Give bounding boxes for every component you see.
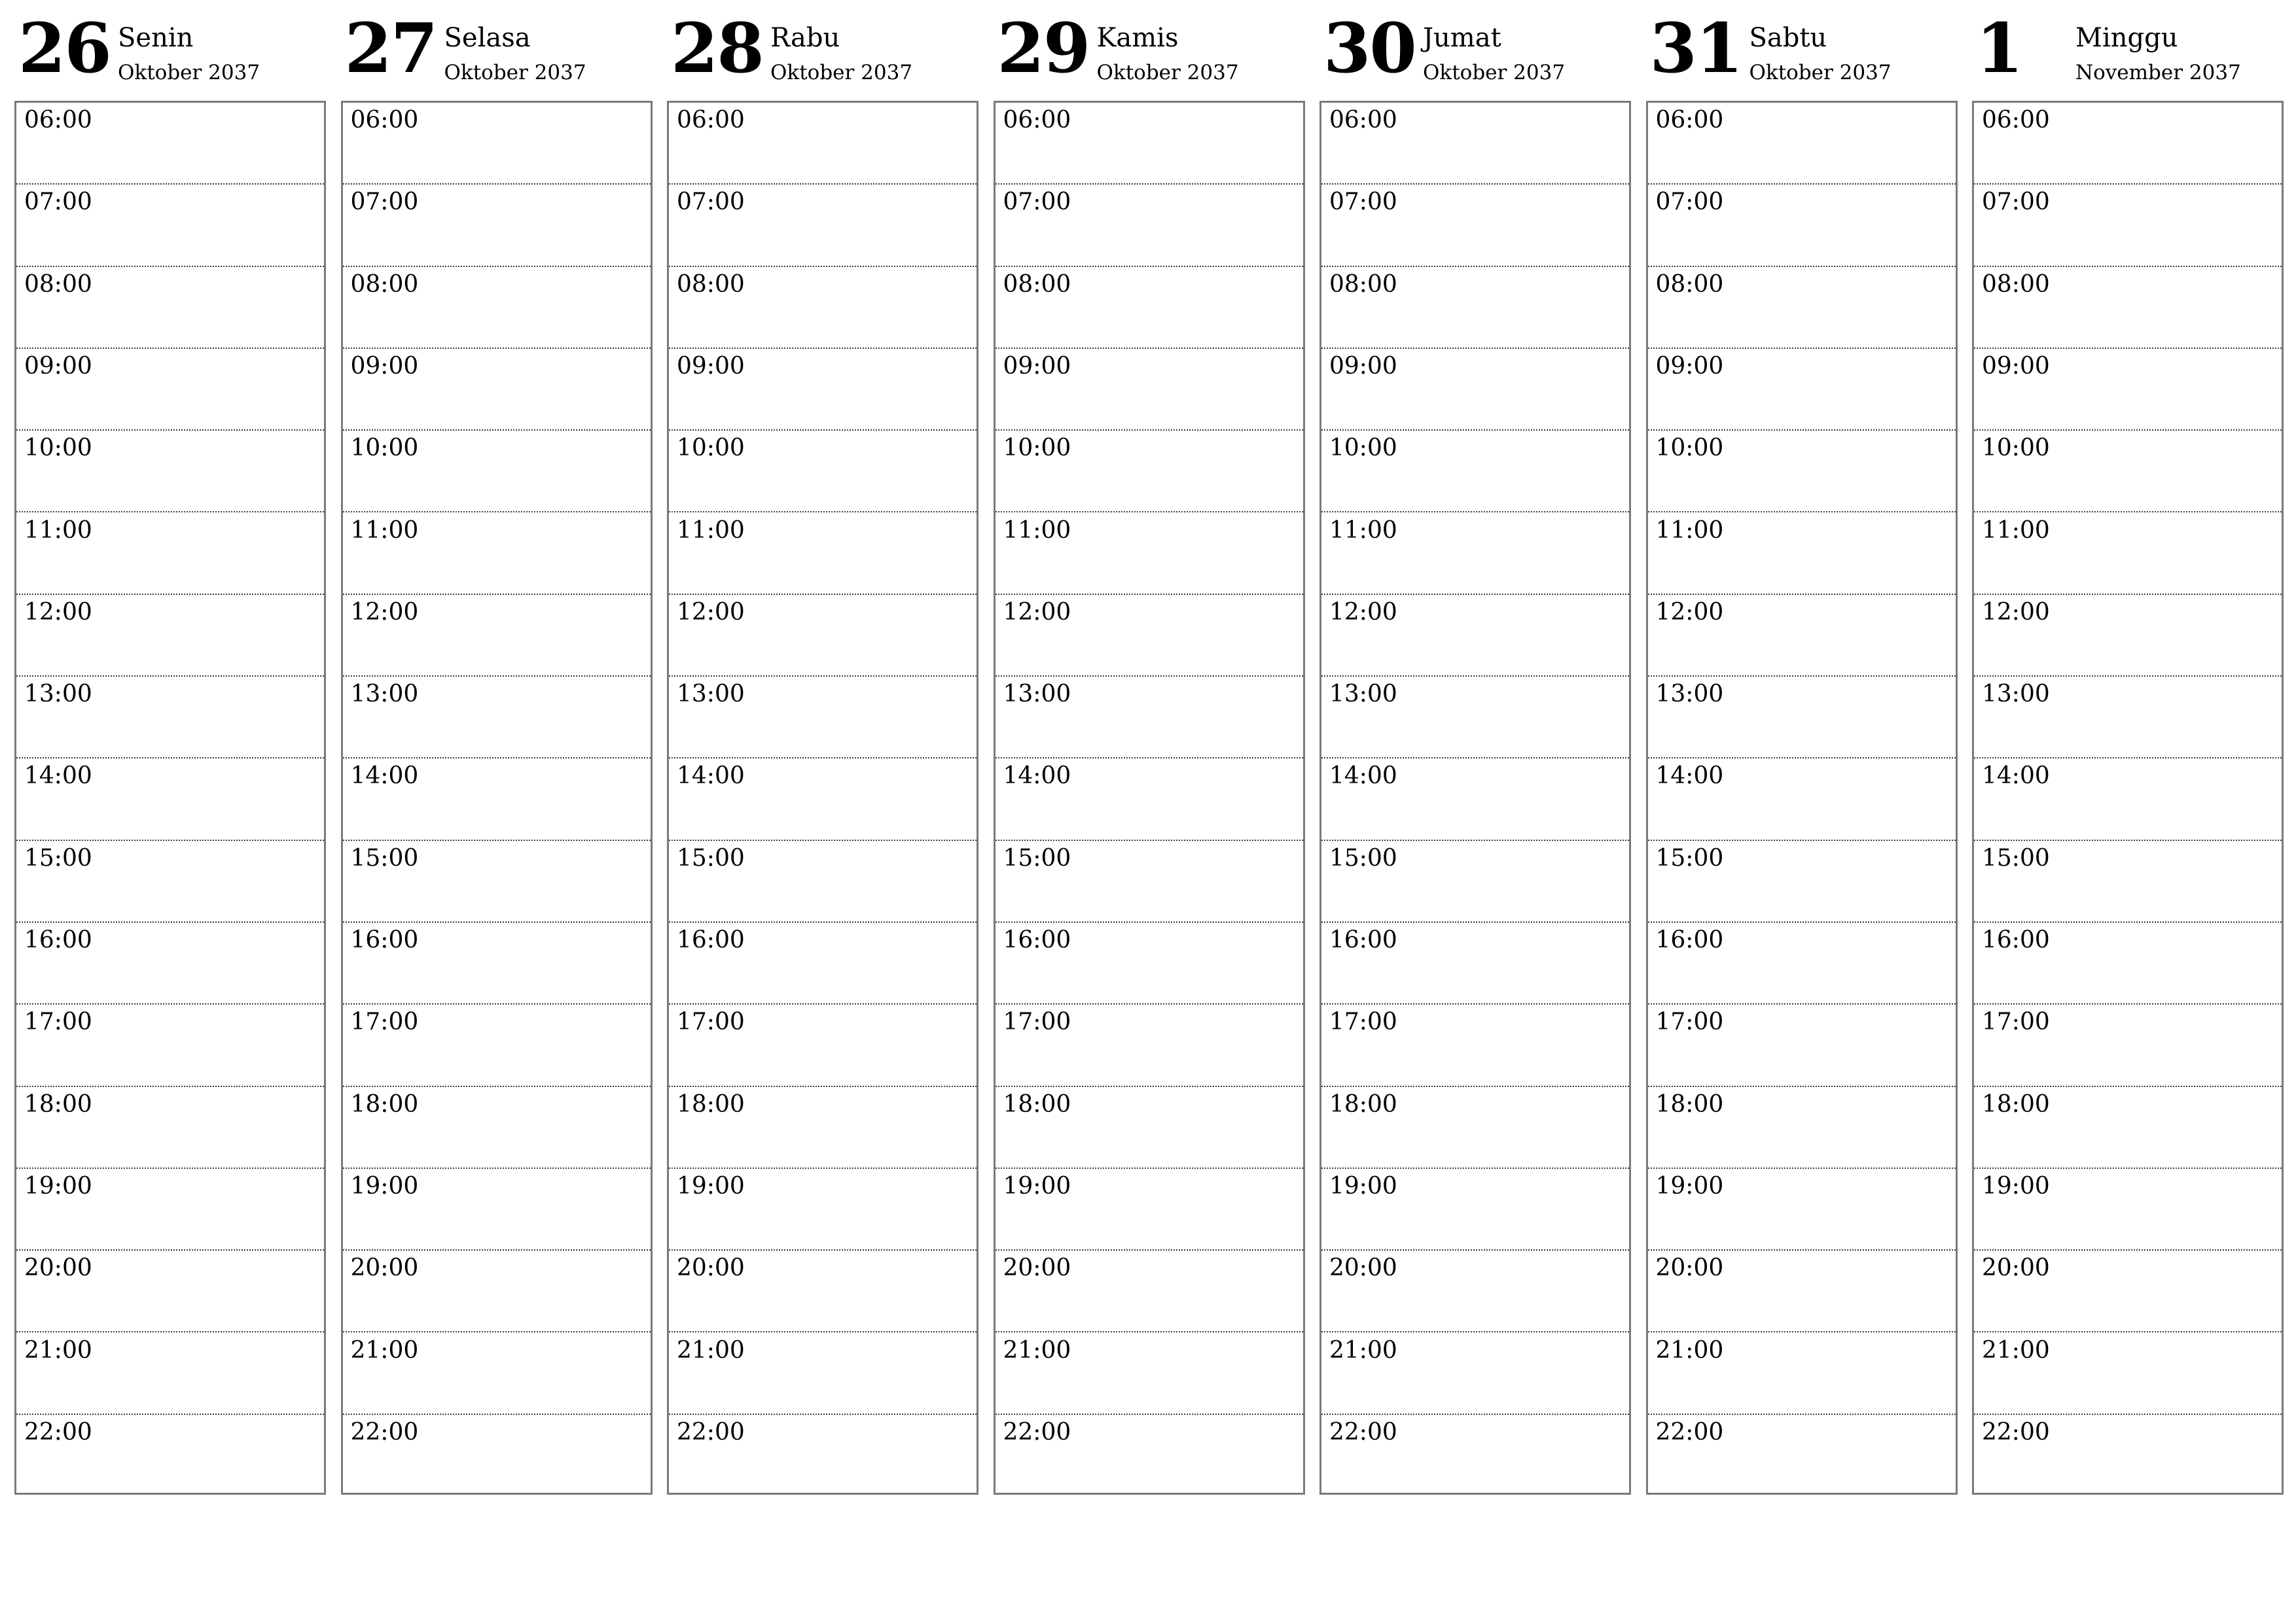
day-number: 26 xyxy=(18,8,111,88)
time-label: 22:00 xyxy=(350,1418,419,1446)
time-label: 12:00 xyxy=(1982,598,2050,626)
day-header xyxy=(1972,0,2286,98)
time-slot[interactable] xyxy=(343,841,651,923)
day-header xyxy=(667,0,981,98)
time-label: 11:00 xyxy=(1329,516,1397,544)
time-label: 10:00 xyxy=(1329,435,1397,462)
day-column xyxy=(1646,0,1960,1505)
time-label: 19:00 xyxy=(24,1172,92,1200)
time-label: 21:00 xyxy=(1982,1336,2050,1364)
time-slot[interactable] xyxy=(996,513,1303,595)
time-slot[interactable] xyxy=(1974,431,2282,512)
day-name: Sabtu xyxy=(1749,23,1827,53)
time-label: 11:00 xyxy=(1003,516,1071,544)
time-slot[interactable] xyxy=(1321,758,1629,840)
time-label: 15:00 xyxy=(1982,844,2050,872)
hour-grid xyxy=(341,101,653,1495)
time-slot[interactable] xyxy=(1321,267,1629,349)
time-label: 19:00 xyxy=(1655,1172,1724,1200)
day-month-year: Oktober 2037 xyxy=(770,61,913,84)
time-slot[interactable] xyxy=(1974,103,2282,185)
time-label: 16:00 xyxy=(677,927,745,954)
time-label: 16:00 xyxy=(1003,927,1071,954)
day-column xyxy=(667,0,981,1505)
time-label: 12:00 xyxy=(1003,598,1071,626)
time-label: 10:00 xyxy=(1003,435,1071,462)
time-label: 07:00 xyxy=(677,188,745,216)
time-slot[interactable] xyxy=(669,758,977,840)
time-slot[interactable] xyxy=(1648,349,1956,431)
time-slot[interactable] xyxy=(1974,349,2282,431)
time-label: 06:00 xyxy=(350,107,419,134)
day-column xyxy=(994,0,1308,1505)
day-number: 1 xyxy=(1976,8,2022,88)
time-label: 13:00 xyxy=(1982,681,2050,708)
time-label: 09:00 xyxy=(24,352,92,380)
time-slot[interactable] xyxy=(16,841,324,923)
time-slot[interactable] xyxy=(1321,1005,1629,1086)
hour-grid xyxy=(1319,101,1631,1495)
time-slot[interactable] xyxy=(1974,923,2282,1005)
time-label: 17:00 xyxy=(24,1008,92,1036)
time-slot[interactable] xyxy=(1974,513,2282,595)
time-label: 09:00 xyxy=(1003,352,1071,380)
time-slot[interactable] xyxy=(16,185,324,266)
time-label: 06:00 xyxy=(1003,107,1071,134)
time-slot[interactable] xyxy=(996,185,1303,266)
time-slot[interactable] xyxy=(1974,841,2282,923)
time-label: 14:00 xyxy=(677,762,745,790)
time-label: 18:00 xyxy=(1329,1090,1397,1118)
day-header xyxy=(994,0,1308,98)
time-slot[interactable] xyxy=(996,595,1303,677)
time-slot[interactable] xyxy=(16,513,324,595)
time-label: 15:00 xyxy=(677,844,745,872)
time-label: 12:00 xyxy=(677,598,745,626)
time-label: 21:00 xyxy=(677,1336,745,1364)
time-label: 10:00 xyxy=(24,435,92,462)
time-label: 19:00 xyxy=(677,1172,745,1200)
time-label: 22:00 xyxy=(1655,1418,1724,1446)
time-slot[interactable] xyxy=(343,1005,651,1086)
time-slot[interactable] xyxy=(996,758,1303,840)
time-label: 18:00 xyxy=(1003,1090,1071,1118)
day-number: 30 xyxy=(1323,8,1416,88)
time-slot[interactable] xyxy=(1648,1169,1956,1251)
time-slot[interactable] xyxy=(669,923,977,1005)
time-label: 07:00 xyxy=(1982,188,2050,216)
time-slot[interactable] xyxy=(16,1087,324,1169)
time-slot[interactable] xyxy=(1648,1333,1956,1415)
time-label: 17:00 xyxy=(1003,1008,1071,1036)
time-slot[interactable] xyxy=(1321,1251,1629,1332)
day-number: 27 xyxy=(344,8,437,88)
time-slot[interactable] xyxy=(669,185,977,266)
time-slot[interactable] xyxy=(16,1251,324,1332)
time-label: 08:00 xyxy=(677,270,745,298)
time-label: 21:00 xyxy=(1329,1336,1397,1364)
time-label: 09:00 xyxy=(1982,352,2050,380)
day-column xyxy=(14,0,329,1505)
day-month-year: Oktober 2037 xyxy=(444,61,586,84)
time-slot[interactable] xyxy=(1321,923,1629,1005)
day-month-year: Oktober 2037 xyxy=(118,61,260,84)
hour-grid xyxy=(14,101,326,1495)
time-slot[interactable] xyxy=(1974,1005,2282,1086)
day-month-year: November 2037 xyxy=(2075,61,2241,84)
time-slot[interactable] xyxy=(1648,1251,1956,1332)
time-slot[interactable] xyxy=(343,185,651,266)
time-label: 07:00 xyxy=(350,188,419,216)
time-slot[interactable] xyxy=(1648,758,1956,840)
time-slot[interactable] xyxy=(16,349,324,431)
time-label: 21:00 xyxy=(24,1336,92,1364)
time-label: 13:00 xyxy=(677,681,745,708)
time-slot[interactable] xyxy=(1648,841,1956,923)
time-label: 10:00 xyxy=(350,435,419,462)
time-slot[interactable] xyxy=(1321,841,1629,923)
time-slot[interactable] xyxy=(343,595,651,677)
time-slot[interactable] xyxy=(996,103,1303,185)
day-number: 31 xyxy=(1649,8,1742,88)
time-slot[interactable] xyxy=(1648,677,1956,758)
time-label: 22:00 xyxy=(24,1418,92,1446)
time-label: 07:00 xyxy=(24,188,92,216)
time-slot[interactable] xyxy=(343,349,651,431)
time-label: 12:00 xyxy=(24,598,92,626)
time-label: 13:00 xyxy=(24,681,92,708)
time-label: 13:00 xyxy=(1003,681,1071,708)
time-label: 18:00 xyxy=(677,1090,745,1118)
time-label: 09:00 xyxy=(1329,352,1397,380)
time-slot[interactable] xyxy=(669,1333,977,1415)
time-slot[interactable] xyxy=(996,677,1303,758)
time-slot[interactable] xyxy=(1321,1415,1629,1497)
day-column xyxy=(341,0,655,1505)
time-label: 08:00 xyxy=(1982,270,2050,298)
time-slot[interactable] xyxy=(669,103,977,185)
time-slot[interactable] xyxy=(343,1333,651,1415)
time-slot[interactable] xyxy=(343,923,651,1005)
time-label: 11:00 xyxy=(1655,516,1724,544)
time-slot[interactable] xyxy=(343,677,651,758)
time-label: 22:00 xyxy=(1003,1418,1071,1446)
time-slot[interactable] xyxy=(669,349,977,431)
time-label: 12:00 xyxy=(1329,598,1397,626)
time-label: 14:00 xyxy=(1329,762,1397,790)
time-label: 13:00 xyxy=(1655,681,1724,708)
time-label: 11:00 xyxy=(24,516,92,544)
time-label: 06:00 xyxy=(1329,107,1397,134)
time-slot[interactable] xyxy=(16,758,324,840)
time-label: 18:00 xyxy=(24,1090,92,1118)
time-label: 14:00 xyxy=(1655,762,1724,790)
time-slot[interactable] xyxy=(1974,595,2282,677)
time-slot[interactable] xyxy=(343,1415,651,1497)
time-label: 08:00 xyxy=(1655,270,1724,298)
time-label: 11:00 xyxy=(350,516,419,544)
day-name: Selasa xyxy=(444,23,531,53)
time-slot[interactable] xyxy=(16,595,324,677)
time-slot[interactable] xyxy=(996,841,1303,923)
time-slot[interactable] xyxy=(1974,1087,2282,1169)
time-label: 18:00 xyxy=(1982,1090,2050,1118)
time-slot[interactable] xyxy=(669,431,977,512)
time-slot[interactable] xyxy=(996,1169,1303,1251)
time-label: 20:00 xyxy=(1003,1255,1071,1282)
hour-grid xyxy=(1646,101,1958,1495)
time-slot[interactable] xyxy=(343,1087,651,1169)
time-label: 17:00 xyxy=(1655,1008,1724,1036)
time-slot[interactable] xyxy=(669,1251,977,1332)
time-label: 15:00 xyxy=(1003,844,1071,872)
time-label: 17:00 xyxy=(1982,1008,2050,1036)
time-slot[interactable] xyxy=(1974,1251,2282,1332)
day-column xyxy=(1319,0,1634,1505)
day-month-year: Oktober 2037 xyxy=(1749,61,1892,84)
day-header xyxy=(14,0,329,98)
time-label: 21:00 xyxy=(1655,1336,1724,1364)
time-slot[interactable] xyxy=(1321,1087,1629,1169)
time-label: 08:00 xyxy=(1329,270,1397,298)
time-slot[interactable] xyxy=(996,431,1303,512)
time-slot[interactable] xyxy=(343,431,651,512)
day-name: Kamis xyxy=(1096,23,1179,53)
time-slot[interactable] xyxy=(1648,431,1956,512)
time-label: 08:00 xyxy=(350,270,419,298)
time-label: 16:00 xyxy=(1655,927,1724,954)
time-slot[interactable] xyxy=(343,1169,651,1251)
time-label: 10:00 xyxy=(677,435,745,462)
time-slot[interactable] xyxy=(1321,185,1629,266)
time-slot[interactable] xyxy=(343,1251,651,1332)
time-slot[interactable] xyxy=(669,267,977,349)
day-month-year: Oktober 2037 xyxy=(1096,61,1239,84)
time-label: 13:00 xyxy=(350,681,419,708)
time-slot[interactable] xyxy=(1648,185,1956,266)
time-slot[interactable] xyxy=(16,103,324,185)
time-slot[interactable] xyxy=(1321,1169,1629,1251)
time-label: 20:00 xyxy=(350,1255,419,1282)
time-slot[interactable] xyxy=(1974,1415,2282,1497)
time-slot[interactable] xyxy=(669,677,977,758)
time-label: 08:00 xyxy=(24,270,92,298)
time-label: 22:00 xyxy=(677,1418,745,1446)
time-label: 19:00 xyxy=(1003,1172,1071,1200)
time-label: 18:00 xyxy=(350,1090,419,1118)
time-slot[interactable] xyxy=(1974,185,2282,266)
time-slot[interactable] xyxy=(996,349,1303,431)
time-label: 19:00 xyxy=(1982,1172,2050,1200)
time-slot[interactable] xyxy=(996,1251,1303,1332)
day-name: Rabu xyxy=(770,23,840,53)
time-label: 12:00 xyxy=(350,598,419,626)
time-slot[interactable] xyxy=(343,758,651,840)
time-label: 09:00 xyxy=(677,352,745,380)
time-label: 15:00 xyxy=(1329,844,1397,872)
time-slot[interactable] xyxy=(669,841,977,923)
time-slot[interactable] xyxy=(343,267,651,349)
time-slot[interactable] xyxy=(343,513,651,595)
time-slot[interactable] xyxy=(16,1415,324,1497)
time-label: 13:00 xyxy=(1329,681,1397,708)
time-label: 20:00 xyxy=(1982,1255,2050,1282)
time-slot[interactable] xyxy=(669,595,977,677)
time-slot[interactable] xyxy=(16,1169,324,1251)
time-label: 22:00 xyxy=(1329,1418,1397,1446)
time-label: 19:00 xyxy=(350,1172,419,1200)
time-slot[interactable] xyxy=(16,923,324,1005)
time-label: 14:00 xyxy=(24,762,92,790)
time-label: 17:00 xyxy=(350,1008,419,1036)
time-slot[interactable] xyxy=(669,513,977,595)
time-label: 17:00 xyxy=(1329,1008,1397,1036)
time-slot[interactable] xyxy=(16,431,324,512)
time-label: 20:00 xyxy=(1329,1255,1397,1282)
day-number: 29 xyxy=(997,8,1090,88)
time-slot[interactable] xyxy=(1321,1333,1629,1415)
time-slot[interactable] xyxy=(1974,1169,2282,1251)
hour-grid xyxy=(994,101,1305,1495)
time-label: 18:00 xyxy=(1655,1090,1724,1118)
hour-grid xyxy=(1972,101,2284,1495)
time-slot[interactable] xyxy=(996,1415,1303,1497)
day-number: 28 xyxy=(671,8,763,88)
time-label: 21:00 xyxy=(1003,1336,1071,1364)
time-slot[interactable] xyxy=(1648,1087,1956,1169)
day-name: Minggu xyxy=(2075,23,2178,53)
time-slot[interactable] xyxy=(1648,513,1956,595)
time-label: 19:00 xyxy=(1329,1172,1397,1200)
time-label: 20:00 xyxy=(24,1255,92,1282)
time-slot[interactable] xyxy=(1648,267,1956,349)
time-slot[interactable] xyxy=(1974,677,2282,758)
day-header xyxy=(1646,0,1960,98)
time-label: 09:00 xyxy=(1655,352,1724,380)
time-label: 06:00 xyxy=(1982,107,2050,134)
time-slot[interactable] xyxy=(1321,513,1629,595)
time-label: 07:00 xyxy=(1655,188,1724,216)
time-slot[interactable] xyxy=(996,1087,1303,1169)
day-column xyxy=(1972,0,2286,1505)
time-slot[interactable] xyxy=(16,677,324,758)
day-name: Senin xyxy=(118,23,194,53)
time-label: 06:00 xyxy=(1655,107,1724,134)
time-label: 06:00 xyxy=(677,107,745,134)
time-slot[interactable] xyxy=(1648,595,1956,677)
time-label: 15:00 xyxy=(350,844,419,872)
time-label: 22:00 xyxy=(1982,1418,2050,1446)
time-slot[interactable] xyxy=(1648,923,1956,1005)
time-slot[interactable] xyxy=(669,1005,977,1086)
day-header xyxy=(1319,0,1634,98)
time-label: 14:00 xyxy=(1003,762,1071,790)
time-label: 08:00 xyxy=(1003,270,1071,298)
time-slot[interactable] xyxy=(996,1005,1303,1086)
time-slot[interactable] xyxy=(16,1005,324,1086)
time-slot[interactable] xyxy=(343,103,651,185)
time-label: 06:00 xyxy=(24,107,92,134)
time-label: 17:00 xyxy=(677,1008,745,1036)
day-header xyxy=(341,0,655,98)
time-label: 21:00 xyxy=(350,1336,419,1364)
time-slot[interactable] xyxy=(996,267,1303,349)
time-slot[interactable] xyxy=(996,923,1303,1005)
time-label: 15:00 xyxy=(24,844,92,872)
time-label: 09:00 xyxy=(350,352,419,380)
time-slot[interactable] xyxy=(1321,349,1629,431)
time-label: 20:00 xyxy=(677,1255,745,1282)
time-slot[interactable] xyxy=(1648,1415,1956,1497)
time-slot[interactable] xyxy=(1321,677,1629,758)
day-name: Jumat xyxy=(1423,23,1501,53)
time-label: 14:00 xyxy=(350,762,419,790)
time-slot[interactable] xyxy=(1321,431,1629,512)
time-slot[interactable] xyxy=(1648,103,1956,185)
time-label: 14:00 xyxy=(1982,762,2050,790)
time-slot[interactable] xyxy=(1321,103,1629,185)
time-slot[interactable] xyxy=(669,1087,977,1169)
day-month-year: Oktober 2037 xyxy=(1423,61,1566,84)
time-label: 16:00 xyxy=(350,927,419,954)
time-slot[interactable] xyxy=(1974,267,2282,349)
time-slot[interactable] xyxy=(669,1169,977,1251)
time-label: 07:00 xyxy=(1003,188,1071,216)
time-label: 16:00 xyxy=(1329,927,1397,954)
time-slot[interactable] xyxy=(1321,595,1629,677)
time-label: 16:00 xyxy=(1982,927,2050,954)
time-label: 07:00 xyxy=(1329,188,1397,216)
time-slot[interactable] xyxy=(16,1333,324,1415)
time-slot[interactable] xyxy=(16,267,324,349)
time-label: 16:00 xyxy=(24,927,92,954)
time-label: 10:00 xyxy=(1655,435,1724,462)
time-label: 11:00 xyxy=(677,516,745,544)
time-slot[interactable] xyxy=(1648,1005,1956,1086)
hour-grid xyxy=(667,101,978,1495)
time-slot[interactable] xyxy=(1974,1333,2282,1415)
time-label: 11:00 xyxy=(1982,516,2050,544)
time-label: 15:00 xyxy=(1655,844,1724,872)
time-slot[interactable] xyxy=(1974,758,2282,840)
time-label: 12:00 xyxy=(1655,598,1724,626)
time-label: 10:00 xyxy=(1982,435,2050,462)
time-label: 20:00 xyxy=(1655,1255,1724,1282)
time-slot[interactable] xyxy=(669,1415,977,1497)
time-slot[interactable] xyxy=(996,1333,1303,1415)
